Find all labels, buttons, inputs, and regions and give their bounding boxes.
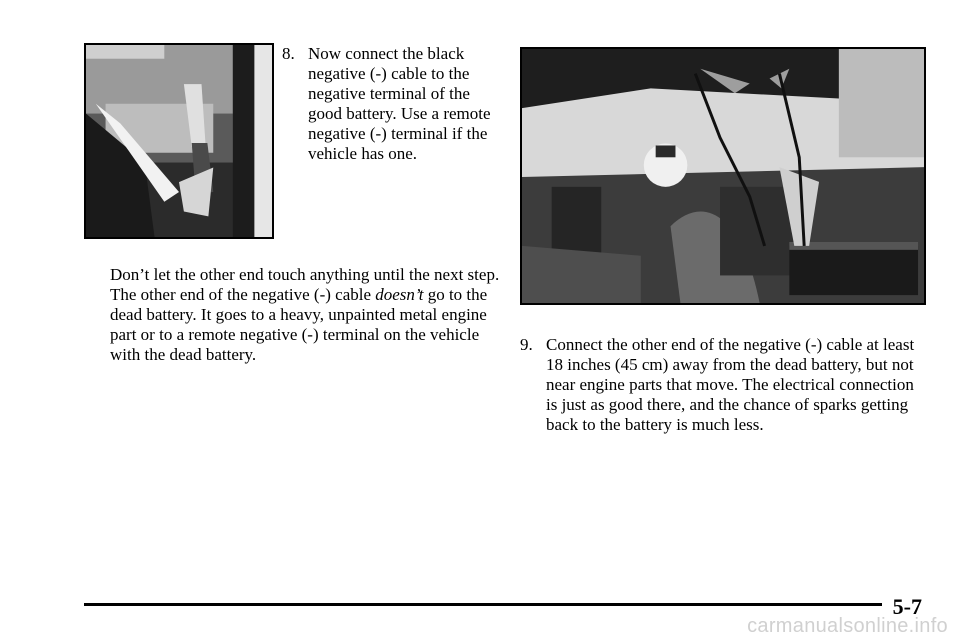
watermark: carmanualsonline.info [747,615,948,637]
paragraph-part-2: go to the dead battery. It goes to a heavy, unpainted metal engine part or to a remote negative (-) terminal on the vehicle with the dead battery. [110,285,488,364]
footer-rule [84,603,882,606]
paragraph-part-1: Don’t let the other end touch anything until the next step. The other end of the negative (-) cable [110,265,500,304]
step-9-text: Connect the other end of the negative (-) cable at least 18 inches (45 cm) away from the dead battery, but not near engine parts that move. The electrical connection is just as good there, and the chance of sparks getting back to the battery is much less. [546,335,915,434]
page-number: 5-7 [892,594,922,619]
jumper-cable-clamp-photo [84,43,274,239]
step-8-text: Now connect the black negative (-) cable to the negative terminal of the good battery. Use a remote negative (-) terminal if the vehicle has one. [308,44,491,163]
step-9 [520,335,920,435]
step-8-number: 8. [282,44,295,63]
paragraph-emphasis: doesn’t [375,285,424,304]
engine-bay-photo [520,47,926,305]
step-8 [282,44,492,184]
step-9-number: 9. [520,335,533,354]
cable-warning-paragraph [110,265,500,365]
